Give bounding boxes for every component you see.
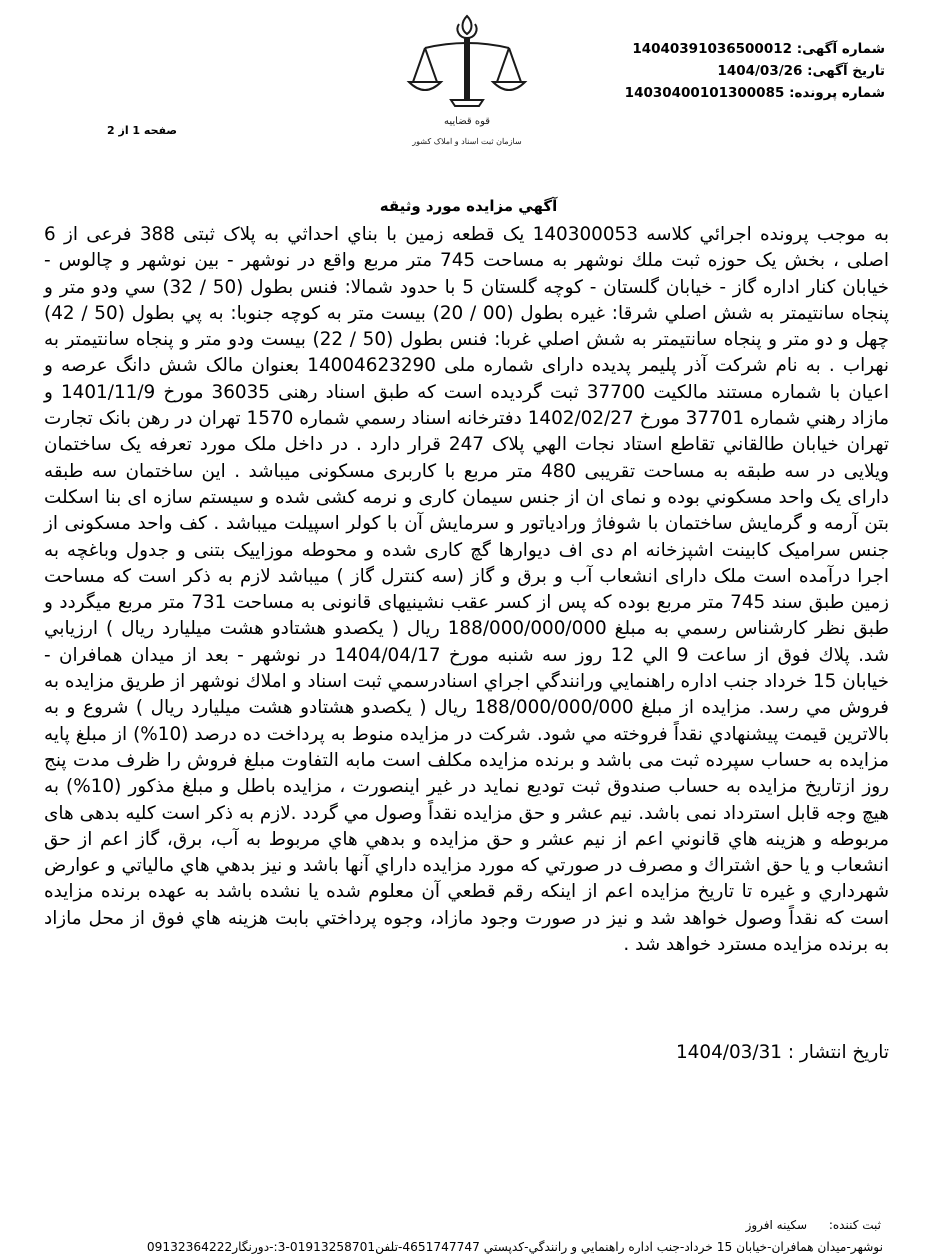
notice-body: به موجب پرونده اجرائي كلاسه 140300053 يک قطعه زمين با بناي احداثي به پلاک ثبتی 388 فرعی از 6 اصلی ، بخش يک حوزه ثبت ملك نوشهر به مساحت 745 متر مربع واقع در نوشهر - بين نوشهر و چالوس - خيابان كنار اداره گاز - خيابان گلستان - کوچه گلستان 5 با حدود شمالا: فنس بطول (50 / 32) سي ودو متر و پنجاه سانتيمتر به شش اصلي شرقا: غيره بطول (00 / 20) بيست متر به كوچه جنوبا: به پي بطول (50 / 42) چهل و دو متر و پنجاه سانتيمتر به شش اصلي غربا: فنس بطول (50 / 22) بيست ودو متر و پنجاه سانتيمتر به نهراب . به نام شرکت آذر پلیمر پدیده دارای شماره ملی 14004623290 بعنوان مالک شش دانگ عرصه و اعيان با شماره مستند مالكيت 37700 ثبت گرديده است كه طبق اسناد رهنی 36035 مورخ 1401/11/9 و مازاد رهني شماره 37701 مورخ 1402/02/27 دفترخانه اسناد رسمي شماره 1570 تهران در رهن بانک تجارت تهران خيابان طالقاني تقاطع استاد نجات الهي پلاک 247 قرار دارد . در داخل ملک مورد تعرفه يک ساختمان ويلايی در سه طبقه به مساحت تقريبی 480 متر مربع با کاربری مسکونی ميباشد . اين ساختمان سه طبقه دارای يک واحد مسکوني بوده و نمای ان از جنس سيمان کاری و نرمه کشی شده و سيستم سازه ای بنا اسکلت بتن آرمه و گرمايش ساختمان با شوفاژ ورادياتور و سرمايش آن با کولر اسپيلت ميباشد . کف واحد مسکونی از جنس سراميک کابينت اشپزخانه ام دی اف ديوارها گچ کاری شده و محوطه موزاييک بتنی و جدول وباغچه به اجرا درآمده است ملک دارای انشعاب آب و برق و گاز (سه کنترل گاز ) ميباشد لازم به ذکر است که مساحت زمين طبق سند 745 متر مربع بوده که پس از کسر عقب نشينيهای قانونی به مساحت 731 متر مربع ميگردد و طبق نظر كارشناس رسمي به مبلغ 188/000/000/000 ريال ( يكصدو هشتادو هشت ميليارد ريال ) ارزيابي شد. پلاك فوق از ساعت 9 الي 12 روز سه شنبه مورخ 1404/04/17 در نوشهر - بعد از ميدان همافران - خيابان 15 خرداد جنب اداره راهنمايي ورانندگي اجراي اسنادرسمي ثبت اسناد و املاك نوشهر از طريق مزايده به فروش مي رسد. مزايده از مبلغ 188/000/000/000 ريال ( يكصدو هشتادو هشت ميليارد ريال ) شروع و به بالاترين قيمت پيشنهادي نقداً فروخته مي شود. شركت در مزايده منوط به پرداخت ده درصد (10%) از مبلغ پايه مزايده به حساب سپرده ثبت می باشد و برنده مزايده مكلف است مابه التفاوت مبلغ فروش را ظرف مدت پنج روز ازتاريخ مزايده به حساب صندوق ثبت توديع نمايد در غير اينصورت ، مزايده باطل و مبلغ مذكور (10%) به هيچ وجه قابل استرداد نمی باشد. نيم عشر و حق مزايده نقداً وصول مي گردد .لازم به ذكر است كليه بدهی های مربوطه و هزينه هاي قانوني اعم از نيم عشر و حق مزايده و بدهي هاي مربوط به آب، برق، گاز اعم از حق انشعاب و يا حق اشتراك و مصرف در صورتي كه مورد مزايده داراي آنها باشد و نيز بدهي هاي مالياتي و عوارض شهرداري و غيره تا تاريخ مزايده اعم از اينكه رقم قطعي آن معلوم شده يا نشده باشد به عهده برنده مزايده است كه نقداً وصول خواهد شد و نيز در صورت وجود مازاد، وجوه پرداختي بابت هزينه هاي فوق از محل مازاد به برنده مزايده مسترد خواهد شد . [44,224,890,956]
meta-case-number: شماره پرونده: 14030400101300085 [624,85,885,101]
notice-title: آگهي مزايده مورد وثيقه [379,197,558,215]
meta-notice-number: شماره آگهی: 14040391036500012 [632,41,885,57]
judiciary-scales-emblem-icon [395,8,540,158]
publication-date-label: تاريخ انتشار : [787,1042,889,1063]
registrar-label: ثبت کننده: [828,1218,881,1232]
registrar [746,1218,881,1232]
publication-date [676,1042,889,1063]
footer-address: نوشهر-ميدان همافران-خيابان 15 خرداد-جنب اداره راهنمايي و رانندگي-كدپستي 4651747747-تلفن01913258701-3:-دورنگار09132364222 [146,1240,883,1254]
page-number: صفحه 1 از 2 [107,124,178,137]
meta-notice-date: تاریخ آگهی: 1404/03/26 [717,63,885,79]
publication-date-value: 1404/03/31 [675,1042,782,1063]
notice-meta [585,38,885,104]
svg-text:سازمان ثبت اسناد و املاک کشور: سازمان ثبت اسناد و املاک کشور [412,137,522,146]
registrar-name: سکینه افروز [745,1218,808,1232]
svg-text:قوه قضاییه: قوه قضاییه [443,116,491,127]
